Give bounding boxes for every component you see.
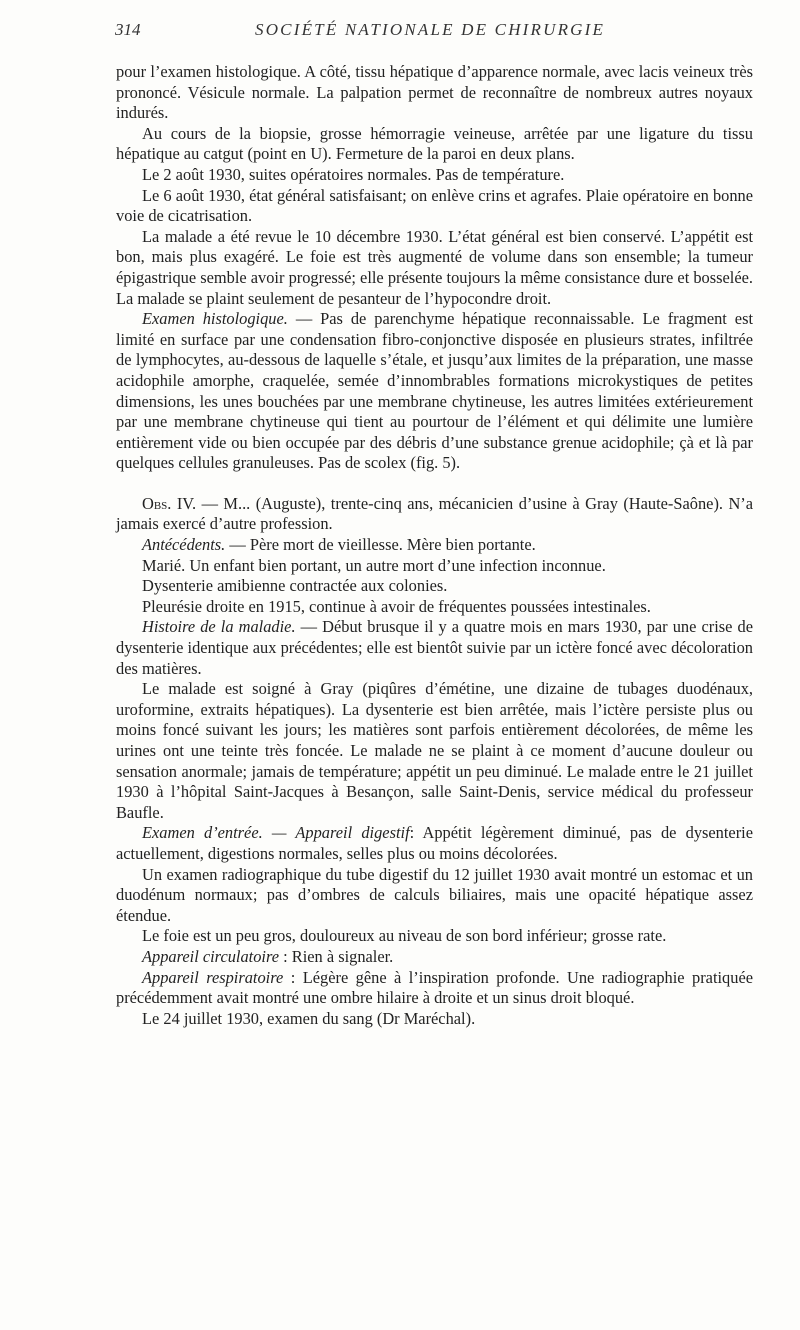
paragraph-text: Marié. Un enfant bien portant, un autre mort d’une infection inconnue. <box>142 555 606 575</box>
paragraph <box>116 165 753 186</box>
paragraph <box>116 823 753 864</box>
paragraph <box>116 227 753 309</box>
paragraph <box>116 556 753 577</box>
observation-heading: Obs. IV. <box>142 493 197 513</box>
paragraph-text: Le foie est un peu gros, douloureux au niveau de son bord inférieur; grosse rate. <box>142 926 667 946</box>
paragraph-text: — M... (Auguste), trente-cinq ans, mécanicien d’usine à Gray (Haute-Saône). N’a jamais exercé d’autre profession. <box>116 493 754 534</box>
paragraph-text: : Rien à signaler. <box>279 946 394 966</box>
paragraph-text: — Début brusque il y a quatre mois en mars 1930, par une crise de dysenterie identique aux précédentes; elle est bientôt suivie par un ictère foncé avec décoloration des matières. <box>116 617 753 678</box>
paragraph <box>116 186 753 227</box>
paragraph-text: Le 6 août 1930, état général satisfaisant; on enlève crins et agrafes. Plaie opératoire en bonne voie de cicatrisation. <box>116 185 753 226</box>
paragraph-text: Le 2 août 1930, suites opératoires normales. Pas de température. <box>142 164 565 184</box>
paragraph <box>116 865 753 927</box>
paragraph-text: Dysenterie amibienne contractée aux colonies. <box>142 576 448 596</box>
paragraph-text: La malade a été revue le 10 décembre 1930. L’état général est bien conservé. L’appétit est bon, mais plus exagéré. Le foie est très augmenté de volume dans son ensemble; la tumeur épigastrique semble avoir progressé; elle présente toujours la même consistance dure et bosselée. La malade se plaint seulement de pesanteur de l’hypocondre droit. <box>116 226 753 308</box>
section-heading: Histoire de la maladie. <box>142 617 296 637</box>
paragraph-text: — Père mort de vieillesse. Mère bien portante. <box>225 535 536 555</box>
page-header <box>115 20 772 48</box>
section-heading: Appareil circulatoire <box>142 946 280 966</box>
paragraph-text: : Légère gêne à l’inspiration profonde. Une radiographie pratiquée précédemment avait montré une ombre hilaire à droite et un sinus droit bloqué. <box>116 967 753 1008</box>
paragraph-text: pour l’examen histologique. A côté, tissu hépatique d’apparence normale, avec lacis veineux très prononcé. Vésicule normale. La palpation permet de reconnaître de nombreux autres noyaux indurés. <box>116 62 753 123</box>
paragraph <box>116 679 753 823</box>
paragraph <box>116 947 753 968</box>
page-number: 314 <box>115 20 141 39</box>
paragraph-text: Au cours de la biopsie, grosse hémorragie veineuse, arrêtée par une ligature du tissu hépatique au catgut (point en U). Fermeture de la paroi en deux plans. <box>116 123 753 164</box>
paragraph <box>116 535 753 556</box>
paragraph <box>116 968 753 1009</box>
section-heading: Appareil respiratoire <box>142 967 284 987</box>
paragraph <box>116 617 753 679</box>
paragraph <box>116 597 753 618</box>
paragraph-text: Le 24 juillet 1930, examen du sang (Dr Maréchal). <box>142 1008 476 1028</box>
paragraph-text: Pleurésie droite en 1915, continue à avoir de fréquentes poussées intestinales. <box>142 596 651 616</box>
paragraph-text: Un examen radiographique du tube digestif du 12 juillet 1930 avait montré un estomac et un duodénum normaux; pas d’ombres de calculs biliaires, mais une opacité hépatique assez étendue. <box>116 864 753 925</box>
section-heading: Examen histologique. <box>142 309 288 329</box>
paragraph-text: Le malade est soigné à Gray (piqûres d’émétine, une dizaine de tubages duodénaux, uroformine, extraits hépatiques). La dysenterie est bien arrêtée, mais l’ictère persiste plus ou moins foncé suivant les jours; les matières sont parfois entièrement décolorées, de même les urines ont une teinte très foncée. Le malade ne se plaint à ce moment d’aucune douleur ou sensation anormale; jamais de température; appétit un peu diminué. Le malade entre le 21 juillet 1930 à l’hôpital Saint-Jacques à Besançon, salle Saint-Denis, service médical du professeur Baufle. <box>116 679 753 822</box>
running-head: SOCIÉTÉ NATIONALE DE CHIRURGIE <box>255 20 606 39</box>
paragraph <box>116 1009 753 1030</box>
paragraph <box>116 576 753 597</box>
paragraph <box>116 926 753 947</box>
paragraph <box>116 124 753 165</box>
section-heading: Examen d’entrée. — Appareil digestif <box>142 823 410 843</box>
paragraph-text: — Pas de parenchyme hépatique reconnaissable. Le fragment est limité en surface par une condensation fibro-conjonctive disposée en plusieurs strates, infiltrée de lymphocytes, au-dessous de laquelle s’étale, et jusqu’aux limites de la préparation, une masse acidophile amorphe, craquelée, semée d’innombrables formations microkystiques de petites dimensions, les unes bouchées par une membrane chytineuse, les autres limitées extérieurement par une membrane chytineuse qui tient au pourtour de l’élément et qui délimite une lumière entièrement vide ou bien occupée par des débris d’une substance grenue acidophile; çà et là par quelques cellules granuleuses. Pas de scolex (fig. 5). <box>116 309 753 473</box>
paragraph <box>116 62 753 124</box>
paragraph <box>116 309 753 474</box>
section-heading: Antécédents. <box>142 535 226 555</box>
paragraph-text: : Appétit légèrement diminué, pas de dysenterie actuellement, digestions normales, selles plus ou moins décolorées. <box>116 823 753 863</box>
body-text <box>116 62 753 1029</box>
paragraph <box>116 494 753 535</box>
